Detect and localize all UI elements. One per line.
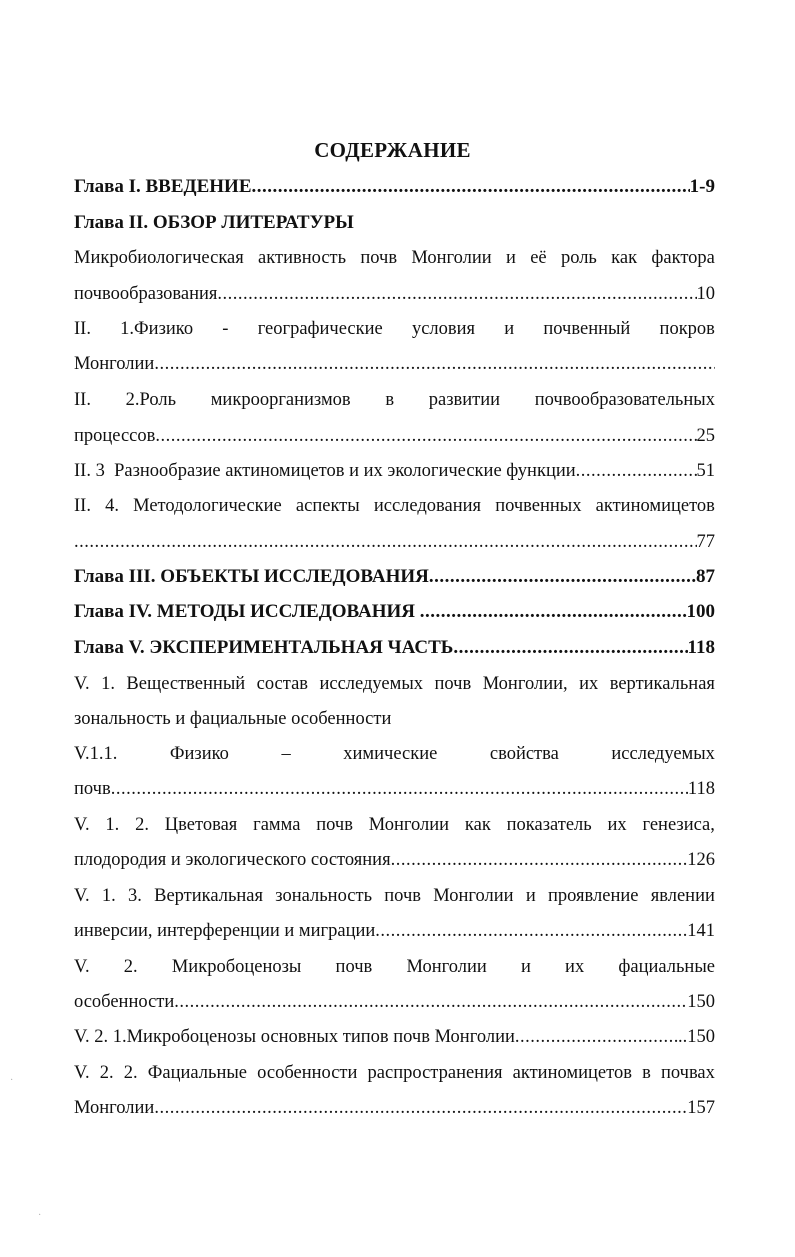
toc-word: почвах <box>660 1063 715 1083</box>
toc-entry-text: почвообразования <box>74 284 218 304</box>
toc-word: исследования <box>373 496 482 516</box>
toc-entry-5-1-2-line2 <box>74 848 715 872</box>
toc-entry-5-2-line2 <box>74 990 715 1014</box>
toc-page-number: ..150 <box>678 1027 715 1047</box>
dot-leader <box>74 530 697 554</box>
toc-page-number: 87 <box>696 566 715 587</box>
toc-word: активность <box>258 248 347 268</box>
toc-word: актиномицетов <box>595 496 715 516</box>
toc-word: их <box>565 957 585 977</box>
toc-word: 2. <box>99 1063 114 1083</box>
toc-entry-2-4-line2 <box>74 530 715 554</box>
toc-page-number: 141 <box>687 921 715 941</box>
toc-entry-chapter-2: Глава II. ОБЗОР ЛИТЕРАТУРЫ <box>74 212 354 233</box>
toc-word: Вертикальная <box>154 886 264 906</box>
toc-word: 1. <box>101 674 115 694</box>
toc-word: V. <box>74 674 90 694</box>
toc-word: Методологические <box>133 496 282 516</box>
toc-word: Фациальные <box>147 1063 247 1083</box>
toc-word: актиномицетов <box>512 1063 632 1083</box>
dot-leader <box>375 919 687 943</box>
toc-entry-5-1-line1 <box>74 672 715 696</box>
toc-word: почвообразовательных <box>534 390 715 410</box>
toc-word: II. <box>74 390 91 410</box>
toc-word: V. <box>74 886 90 906</box>
toc-entry-text: Монголии <box>74 354 155 374</box>
toc-word: свойства <box>489 744 559 764</box>
toc-entry-2-1-line1 <box>74 317 715 341</box>
toc-entry-5-1-line2: зональность и фациальные особенности <box>74 709 392 729</box>
toc-word: Микробоценозы <box>171 957 302 977</box>
toc-word: её <box>530 248 547 268</box>
toc-word: гамма <box>253 815 301 835</box>
toc-page-number: 100 <box>686 601 715 622</box>
toc-word: зональность <box>275 886 373 906</box>
toc-word: явлении <box>650 886 715 906</box>
toc-page-number: 150 <box>687 992 715 1012</box>
toc-word: Физико <box>169 744 229 764</box>
toc-entry-5-1-3-line1 <box>74 884 715 908</box>
toc-entry-text: инверсии, интерференции и миграции <box>74 921 376 941</box>
toc-entry-2-2-line1 <box>74 388 715 412</box>
toc-entry-5-1-1-line2 <box>74 777 715 801</box>
toc-word: как <box>611 248 638 268</box>
toc-word: как <box>464 815 491 835</box>
toc-entry-5-1-1-line1 <box>74 742 715 766</box>
toc-word: проявление <box>547 886 639 906</box>
toc-entry-5-2-1 <box>74 1025 715 1049</box>
toc-entry-5-2-2-line1 <box>74 1061 715 1085</box>
dot-leader <box>155 424 696 448</box>
toc-word: почвенный <box>543 319 631 339</box>
toc-word: их <box>579 674 599 694</box>
toc-word: микроорганизмов <box>210 390 351 410</box>
dot-leader <box>420 600 687 624</box>
toc-word: Монголии <box>368 815 450 835</box>
toc-page-number: 1-9 <box>689 176 715 197</box>
scan-speck: · <box>38 1210 42 1221</box>
dot-leader <box>174 990 687 1014</box>
toc-word: 1. <box>105 815 120 835</box>
toc-word: почвенных <box>495 496 582 516</box>
toc-word: и <box>520 957 531 977</box>
dot-leader <box>453 636 687 660</box>
toc-entry-text: Монголии <box>74 1098 155 1118</box>
toc-word: 2.Роль <box>125 390 177 410</box>
toc-entry-text: особенности <box>74 992 175 1012</box>
toc-entry-chapter-3 <box>74 565 715 589</box>
toc-entry-5-1-3-line2 <box>74 919 715 943</box>
toc-word: II. <box>74 496 91 516</box>
toc-word: 1.Физико <box>120 319 194 339</box>
toc-word: особенности <box>257 1063 358 1083</box>
toc-word: 2. <box>123 957 138 977</box>
toc-entry-text: плодородия и экологического состояния <box>74 850 391 870</box>
toc-word: исследуемых <box>611 744 715 764</box>
dot-leader <box>515 1025 678 1049</box>
toc-entry-2-1-line2 <box>74 352 715 376</box>
toc-entry-5-2-line1 <box>74 955 715 979</box>
toc-entry-text: Глава V. ЭКСПЕРИМЕНТАЛЬНАЯ ЧАСТЬ <box>74 637 454 658</box>
toc-page-number: 25 <box>696 426 715 446</box>
toc-word: и <box>504 319 515 339</box>
toc-entry-text: Глава III. ОБЪЕКТЫ ИССЛЕДОВАНИЯ <box>74 566 429 587</box>
toc-word: условия <box>411 319 476 339</box>
dot-leader <box>429 565 696 589</box>
toc-word: Монголии <box>411 248 492 268</box>
toc-word: Монголии, <box>482 674 568 694</box>
toc-word: 3. <box>127 886 142 906</box>
toc-page-number: 118 <box>687 779 715 799</box>
toc-word: в <box>385 390 395 410</box>
toc-entry-2-2-line2 <box>74 424 715 448</box>
toc-word: роль <box>560 248 597 268</box>
toc-word: фактора <box>651 248 715 268</box>
toc-word: Монголии <box>433 886 514 906</box>
toc-entry-2-4-line1 <box>74 494 715 518</box>
toc-word: покров <box>659 319 715 339</box>
toc-word: географические <box>257 319 383 339</box>
toc-word: химические <box>343 744 438 764</box>
dot-leader <box>154 352 715 376</box>
toc-word: аспекты <box>295 496 360 516</box>
toc-word: состав <box>256 674 309 694</box>
toc-page-number: 157 <box>687 1098 715 1118</box>
toc-entry-chapter-4 <box>74 600 715 624</box>
dot-leader <box>252 175 690 199</box>
toc-word: почв <box>384 886 421 906</box>
dot-leader <box>217 282 696 306</box>
toc-word: II. <box>74 319 91 339</box>
toc-word: V. <box>74 815 90 835</box>
toc-entry-text: V. 2. 1.Микробоценозы основных типов почв Монголии <box>74 1027 515 1047</box>
toc-entry-chapter-1 <box>74 175 715 199</box>
toc-entry-text: Глава IV. МЕТОДЫ ИССЛЕДОВАНИЯ <box>74 601 420 622</box>
toc-word: V. <box>74 1063 90 1083</box>
dot-leader <box>391 848 688 872</box>
toc-entry-lit-line1 <box>74 246 715 270</box>
toc-word: V.1.1. <box>74 744 118 764</box>
toc-word: 2. <box>135 815 149 835</box>
toc-word: распространения <box>367 1063 503 1083</box>
toc-word: показатель <box>506 815 592 835</box>
toc-entry-text: почв <box>74 779 111 799</box>
toc-word: почв <box>316 815 353 835</box>
toc-entry-chapter-5 <box>74 636 715 660</box>
toc-page-number: 118 <box>687 637 715 658</box>
toc-entry-text: II. 3 Разнообразие актиномицетов и их экологические функции <box>74 461 576 481</box>
toc-word: и <box>506 248 516 268</box>
toc-word: генезиса, <box>642 815 715 835</box>
page-title: СОДЕРЖАНИЕ <box>314 138 471 162</box>
toc-word: вертикальная <box>609 674 715 694</box>
toc-page-number: 51 <box>696 461 715 481</box>
toc-entry-lit-line2 <box>74 282 715 306</box>
toc-word: - <box>222 319 229 339</box>
toc-word: почв <box>360 248 398 268</box>
toc-word: в <box>642 1063 651 1083</box>
toc-word: фациальные <box>618 957 715 977</box>
dot-leader <box>111 777 688 801</box>
toc-word: V. <box>74 957 90 977</box>
toc-word: Цветовая <box>164 815 238 835</box>
toc-word: Микробиологическая <box>74 248 244 268</box>
toc-word: Вещественный <box>126 674 246 694</box>
toc-word: и <box>525 886 536 906</box>
toc-word: 1. <box>101 886 116 906</box>
toc-entry-text: процессов <box>74 426 156 446</box>
toc-word: развитии <box>428 390 501 410</box>
toc-word: почв <box>434 674 472 694</box>
toc-word: их <box>607 815 627 835</box>
toc-entry-5-2-2-line2 <box>74 1096 715 1120</box>
toc-entry-text: Глава I. ВВЕДЕНИЕ <box>74 176 252 197</box>
dot-leader <box>154 1096 687 1120</box>
toc-word: 4. <box>105 496 119 516</box>
toc-page-number: 10 <box>696 284 715 304</box>
toc-page-number: 77 <box>696 532 715 552</box>
toc-word: – <box>281 744 291 764</box>
toc-word: 2. <box>123 1063 138 1083</box>
toc-entry-5-1-2-line1 <box>74 813 715 837</box>
toc-word: исследуемых <box>319 674 424 694</box>
toc-word: Монголии <box>406 957 487 977</box>
toc-page-number: 126 <box>687 850 715 870</box>
toc-entry-2-3 <box>74 459 715 483</box>
scan-speck: · <box>10 1075 14 1086</box>
dot-leader <box>576 459 697 483</box>
toc-word: почв <box>335 957 373 977</box>
